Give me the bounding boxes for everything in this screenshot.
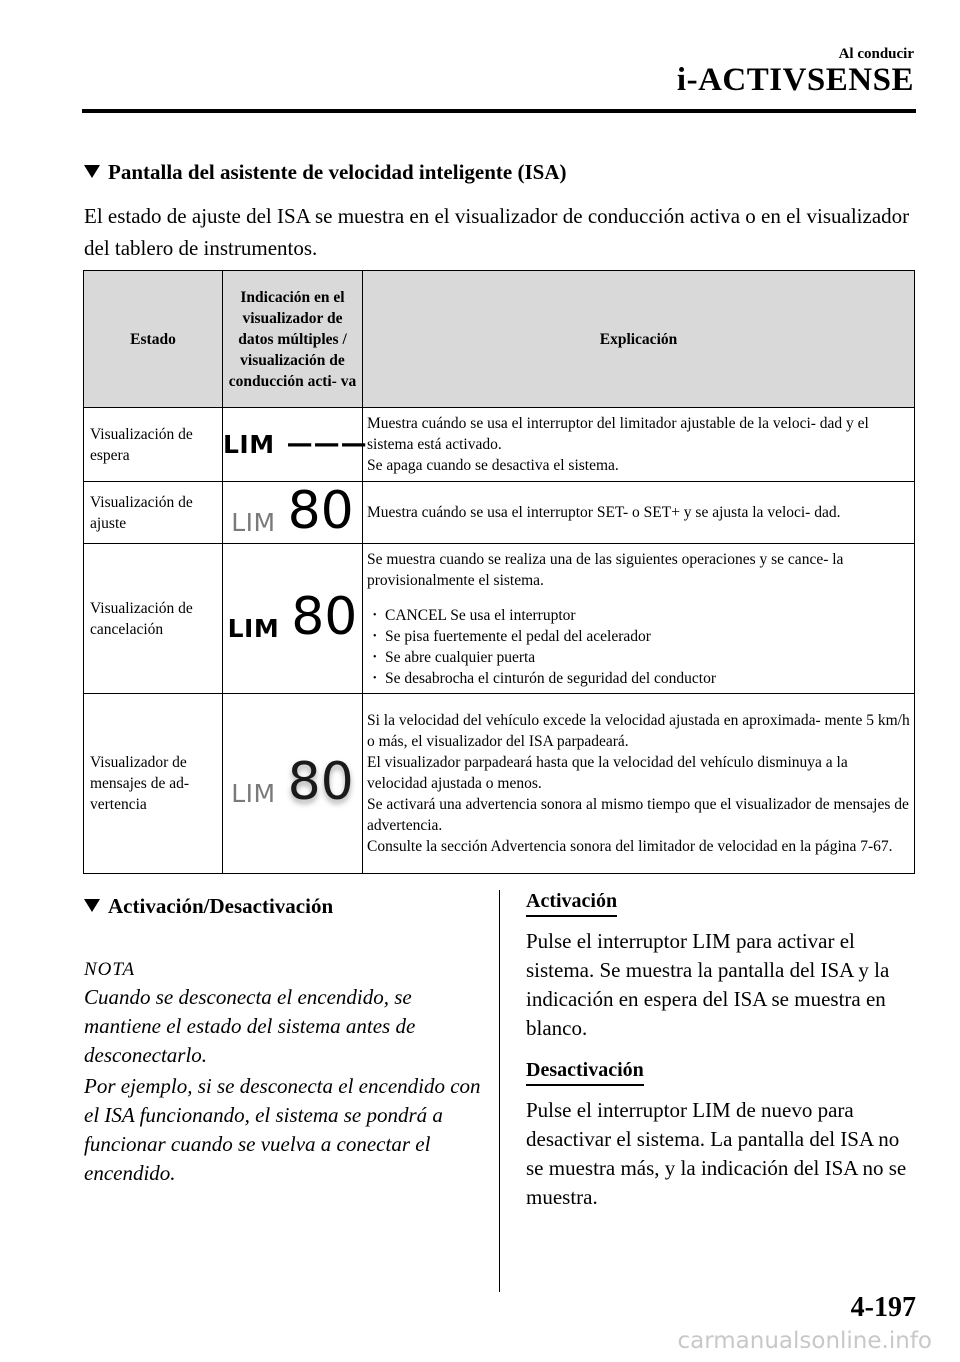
watermark: carmanualsonline.info bbox=[677, 1328, 932, 1354]
list-item: • Se abre cualquier puerta bbox=[367, 647, 910, 668]
right-column bbox=[526, 888, 916, 1226]
explanation-line: Consulte la sección Advertencia sonora del limitador de velocidad en la página 7-67. bbox=[367, 838, 893, 855]
state-cell: Visualizador de mensajes de ad- vertencia bbox=[84, 694, 223, 874]
deactivation-title: Desactivación bbox=[526, 1059, 644, 1086]
list-item: • Se desabrocha el cinturón de seguridad del conductor bbox=[367, 668, 910, 689]
header-display: Indicación en el visualizador de datos múltiples / visualización de conducción acti- va bbox=[223, 271, 363, 408]
note-text: Por ejemplo, si se desconecta el encendido con el ISA funcionando, el sistema se pondrá a funcionar cuando se vuelva a conectar el encendido. bbox=[84, 1074, 481, 1185]
header-explanation: Explicación bbox=[363, 271, 915, 408]
explanation-line: Muestra cuándo se usa el interruptor del limitador ajustable de la veloci- dad y el sistema está activado. bbox=[367, 415, 869, 453]
note-label: NOTA bbox=[84, 959, 136, 980]
lim-cancel-display bbox=[227, 587, 358, 648]
table-row bbox=[84, 544, 915, 694]
triangle-bullet-icon bbox=[84, 899, 100, 912]
activation-text: Pulse el interruptor LIM para activar el sistema. Se muestra la pantalla del ISA y la indicación en espera del ISA se muestra en blanco. bbox=[526, 929, 890, 1040]
activation-heading bbox=[84, 894, 484, 919]
list-item: • Se pisa fuertemente el pedal del acelerador bbox=[367, 626, 910, 647]
state-cell: Visualización de ajuste bbox=[84, 482, 223, 544]
lim-label: LIM bbox=[231, 778, 276, 808]
isa-heading-text: Pantalla del asistente de velocidad inteligente (ISA) bbox=[108, 160, 567, 184]
isa-heading bbox=[84, 160, 566, 185]
state-cell: Visualización de espera bbox=[84, 408, 223, 482]
table-row bbox=[84, 408, 915, 482]
table-row bbox=[84, 694, 915, 874]
display-cell bbox=[223, 408, 368, 482]
lim-speed-value: 80 bbox=[287, 481, 354, 542]
explanation-line: Muestra cuándo se usa el interruptor SET- o SET+ y se ajusta la veloci- dad. bbox=[367, 504, 841, 521]
lim-label: LIM bbox=[231, 507, 276, 537]
table-header-row bbox=[84, 271, 915, 408]
explanation-cell bbox=[363, 544, 915, 694]
lim-label: LIM bbox=[223, 429, 275, 459]
explanation-cell bbox=[363, 694, 915, 874]
column-divider bbox=[499, 890, 500, 1292]
cancel-conditions-list bbox=[367, 605, 910, 689]
isa-status-table bbox=[83, 270, 915, 874]
page-number: 4-197 bbox=[850, 1292, 916, 1323]
explanation-cell bbox=[363, 408, 915, 482]
state-cell: Visualización de cancelación bbox=[84, 544, 223, 694]
explanation-cell bbox=[363, 482, 915, 544]
explanation-line: Se activará una advertencia sonora al mismo tiempo que el visualizador de mensajes de advertencia. bbox=[367, 796, 909, 834]
explanation-line: El visualizador parpadeará hasta que la velocidad del vehículo disminuya a la velocidad ajustada o menos. bbox=[367, 754, 848, 792]
note-text: Cuando se desconecta el encendido, se mantiene el estado del sistema antes de desconectarlo. bbox=[84, 985, 416, 1067]
explanation-line: Se apaga cuando se desactiva el sistema. bbox=[367, 457, 619, 474]
triangle-bullet-icon bbox=[84, 165, 100, 178]
deactivation-text: Pulse el interruptor LIM de nuevo para desactivar el sistema. La pantalla del ISA no se muestra más, y la indicación del ISA no se muestra. bbox=[526, 1098, 907, 1209]
lim-warning-display bbox=[231, 752, 354, 813]
lim-standby-display bbox=[223, 428, 368, 459]
display-cell bbox=[223, 694, 363, 874]
lim-dashes: ——— bbox=[286, 428, 368, 459]
section-title: i-ACTIVSENSE bbox=[676, 62, 914, 98]
lim-set-display bbox=[231, 481, 354, 542]
lim-speed-value: 80 bbox=[287, 752, 354, 813]
display-cell bbox=[223, 544, 363, 694]
header-rule bbox=[82, 109, 916, 113]
list-item: • CANCEL Se usa el interruptor bbox=[367, 605, 910, 626]
explanation-intro: Se muestra cuando se realiza una de las siguientes operaciones y se cance- la provisionalmente el sistema. bbox=[367, 550, 844, 589]
display-cell bbox=[223, 482, 363, 544]
isa-intro: El estado de ajuste del ISA se muestra en el visualizador de conducción activa o en el visualizador del tablero de instrumentos. bbox=[84, 204, 910, 260]
left-column bbox=[84, 888, 484, 1188]
activation-heading-text: Activación/Desactivación bbox=[108, 894, 334, 918]
table-row bbox=[84, 482, 915, 544]
explanation-line: Si la velocidad del vehículo excede la velocidad ajustada en aproximada- mente 5 km/h o más, el visualizador del ISA parpadeará. bbox=[367, 712, 910, 750]
lim-speed-value: 80 bbox=[291, 587, 358, 648]
chapter-title: Al conducir bbox=[838, 46, 914, 62]
lim-label: LIM bbox=[227, 613, 280, 643]
header-state: Estado bbox=[84, 271, 223, 408]
activation-title: Activación bbox=[526, 890, 617, 917]
